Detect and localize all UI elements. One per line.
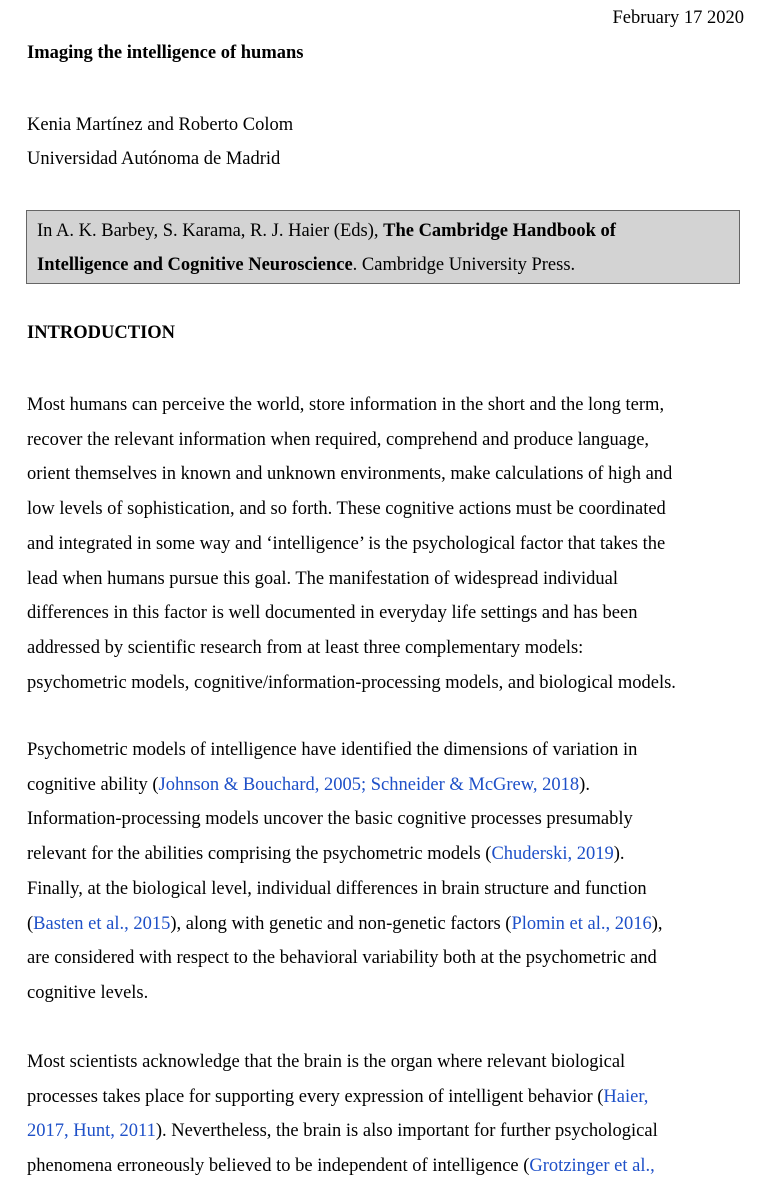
paragraph-line: orient themselves in known and unknown environments, make calculations of high and — [27, 464, 673, 485]
paragraph-text: ). — [579, 774, 590, 795]
author-block — [27, 108, 293, 176]
citation-link[interactable]: Grotzinger et al., — [529, 1156, 655, 1177]
citation-book-title-part2: Intelligence and Cognitive Neuroscience — [37, 255, 353, 275]
paragraph-line: lead when humans pursue this goal. The manifestation of widespread individual — [27, 568, 619, 589]
paragraph-line: cognitive levels. — [27, 982, 149, 1003]
paragraph-text: relevant for the abilities comprising the psychometric models ( — [27, 844, 492, 865]
paragraph-line: Finally, at the biological level, individual differences in brain structure and function — [27, 878, 647, 899]
citation-link[interactable]: Haier, — [603, 1086, 649, 1107]
author-names: Kenia Martínez and Roberto Colom — [27, 115, 294, 135]
paragraph-line: differences in this factor is well documented in everyday life settings and has been — [27, 603, 638, 624]
citation-publisher: . Cambridge University Press. — [352, 255, 576, 275]
paragraph-text: ). — [613, 844, 625, 865]
paragraph-line: Psychometric models of intelligence have identified the dimensions of variation in — [27, 740, 638, 760]
paragraph-1 — [27, 388, 676, 700]
citation-line-1 — [37, 214, 729, 248]
author-affiliation: Universidad Autónoma de Madrid — [27, 149, 281, 169]
paragraph-line — [27, 1114, 658, 1149]
paragraph-text: processes takes place for supporting every expression of intelligent behavior ( — [27, 1086, 604, 1107]
paragraph-line: recover the relevant information when required, comprehend and produce language, — [27, 429, 650, 450]
paragraph-line: addressed by scientific research from at least three complementary models: — [27, 637, 584, 658]
paragraph-text: ). Nevertheless, the brain is also important for further psychological — [155, 1121, 658, 1142]
paragraph-text: ), — [651, 913, 663, 934]
paragraph-3 — [27, 1045, 658, 1184]
paragraph-line — [27, 837, 663, 872]
paragraph-text: ( — [27, 913, 34, 934]
paragraph-line: low levels of sophistication, and so forth. These cognitive actions must be coordinated — [27, 499, 666, 520]
paragraph-line — [27, 907, 663, 942]
paragraph-text: ), along with genetic and non-genetic factors ( — [170, 913, 512, 934]
citation-link[interactable]: Basten et al., 2015 — [33, 913, 171, 934]
citation-box — [26, 210, 740, 284]
document-date: February 17 2020 — [612, 8, 744, 28]
paragraph-2 — [27, 733, 663, 1011]
paragraph-line: are considered with respect to the behavioral variability both at the psychometric and — [27, 948, 657, 969]
paper-title: Imaging the intelligence of humans — [27, 43, 304, 63]
citation-line-2 — [37, 248, 729, 282]
paragraph-line: Information-processing models uncover the basic cognitive processes presumably — [27, 809, 633, 830]
section-heading-introduction: INTRODUCTION — [27, 323, 176, 343]
paragraph-text: phenomena erroneously believed to be independent of intelligence ( — [27, 1156, 530, 1177]
paragraph-line: and integrated in some way and ‘intelligence’ is the psychological factor that takes the — [27, 533, 666, 554]
paragraph-text: cognitive ability ( — [27, 774, 159, 795]
paragraph-line: Most humans can perceive the world, store information in the short and the long term, — [27, 395, 665, 415]
citation-link[interactable]: Plomin et al., 2016 — [511, 913, 652, 934]
citation-book-title-part1: The Cambridge Handbook of — [383, 221, 616, 241]
citation-link[interactable]: 2017, Hunt, 2011 — [27, 1121, 156, 1142]
citation-editors: In A. K. Barbey, S. Karama, R. J. Haier (Eds), — [37, 221, 384, 241]
paragraph-line: Most scientists acknowledge that the brain is the organ where relevant biological — [27, 1052, 626, 1072]
paragraph-line: psychometric models, cognitive/information-processing models, and biological models. — [27, 672, 676, 693]
paragraph-line — [27, 768, 663, 803]
citation-link[interactable]: Johnson & Bouchard, 2005; Schneider & McGrew, 2018 — [158, 774, 580, 795]
paragraph-line — [27, 1080, 658, 1115]
paragraph-line — [27, 1149, 658, 1184]
citation-link[interactable]: Chuderski, 2019 — [491, 844, 614, 865]
